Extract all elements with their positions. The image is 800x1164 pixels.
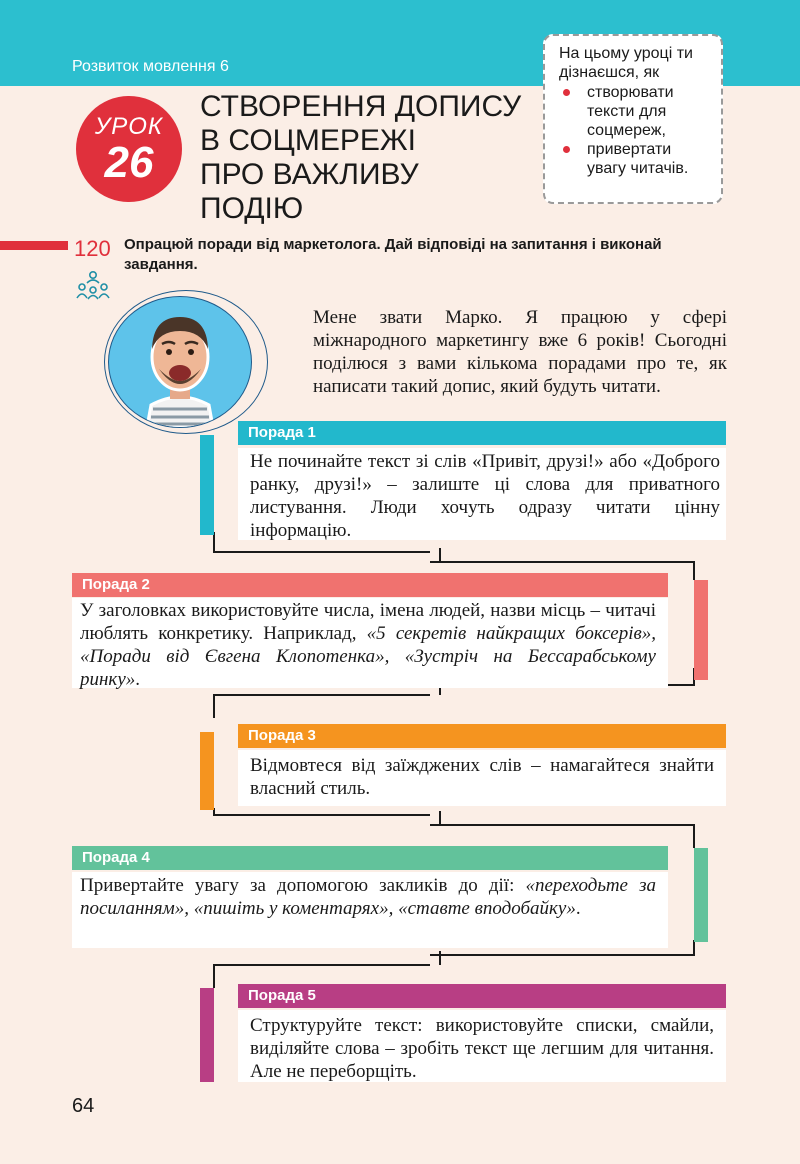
advice-5-label: Порада 5 bbox=[238, 984, 726, 1008]
advice-1-sidebar bbox=[200, 435, 214, 535]
advice-text-italic: «5 секретів найкращих боксерів», «Поради від Євгена Клопотенка», «Зустріч на Бессарабському ринку» bbox=[80, 623, 656, 690]
lesson-title-line: СТВОРЕННЯ ДОПИСУ bbox=[200, 90, 522, 123]
advice-3-label: Порада 3 bbox=[238, 724, 726, 748]
task-number: 120 bbox=[74, 236, 111, 261]
section-title: Розвиток мовлення 6 bbox=[72, 58, 229, 75]
task-instruction: Опрацюй поради від маркетолога. Дай відповіді на запитання і виконай завдання. bbox=[124, 236, 662, 273]
advice-text-end: . bbox=[135, 669, 140, 690]
advice-4-text bbox=[72, 872, 668, 948]
advice-2-text bbox=[72, 598, 668, 688]
advice-text: Структуруйте текст: використовуйте списки, смайли, виділяйте слова – зробіть текст ще легшим для читання. Але не переборщіть. bbox=[250, 1015, 714, 1082]
advice-text: Відмовтеся від заїжджених слів – намагайтеся знайти власний стиль. bbox=[250, 755, 714, 799]
page-number: 64 bbox=[72, 1095, 95, 1117]
advice-5-sidebar bbox=[200, 988, 214, 1082]
advice-2-label: Порада 2 bbox=[72, 573, 668, 597]
advice-3-sidebar bbox=[200, 732, 214, 810]
marketer-intro: Мене звати Марко. Я працюю у сфері міжнародного маркетингу вже 6 років! Сьогодні поділюся з вами кількома порадами про те, як написати такий допис, який будуть читати. bbox=[313, 307, 727, 397]
advice-1-label: Порада 1 bbox=[238, 421, 726, 445]
lesson-word: УРОК bbox=[94, 113, 164, 140]
advice-text: Не починайте текст зі слів «Привіт, друзі!» або «Доброго ранку, друзі!» – залиште ці слова для приватного листування. Люди хочуть одразу читати цінну інформацію. bbox=[250, 451, 720, 541]
advice-text: Привертайте увагу за допомогою закликів до дії: bbox=[80, 875, 526, 896]
advice-text-end: . bbox=[575, 898, 581, 919]
advice-4-sidebar bbox=[694, 848, 708, 942]
lesson-title-line: В СОЦМЕРЕЖІ bbox=[200, 124, 416, 157]
advice-3-text bbox=[238, 750, 726, 806]
advice-2-sidebar bbox=[694, 580, 708, 680]
advice-4-label: Порада 4 bbox=[72, 846, 668, 870]
lesson-goal-text: створювати тексти для соцмереж, bbox=[587, 84, 674, 139]
advice-text-italic: «переходьте за посиланням», «пишіть у коментарях», «ставте вподобайку» bbox=[80, 875, 656, 919]
advice-1-text bbox=[238, 448, 726, 540]
lesson-goals-intro: На цьому уроці ти дізнаєшся, як bbox=[559, 45, 693, 81]
advice-5-text bbox=[238, 1010, 726, 1082]
lesson-goal-text: привертати увагу читачів. bbox=[587, 141, 689, 177]
lesson-title-line: ПРО ВАЖЛИВУ ПОДІЮ bbox=[200, 158, 419, 225]
lesson-number: 26 bbox=[104, 138, 154, 187]
advice-text: У заголовках використовуйте числа, імена людей, назви місць – читачі люблять конкретику. Наприклад, bbox=[80, 600, 656, 644]
